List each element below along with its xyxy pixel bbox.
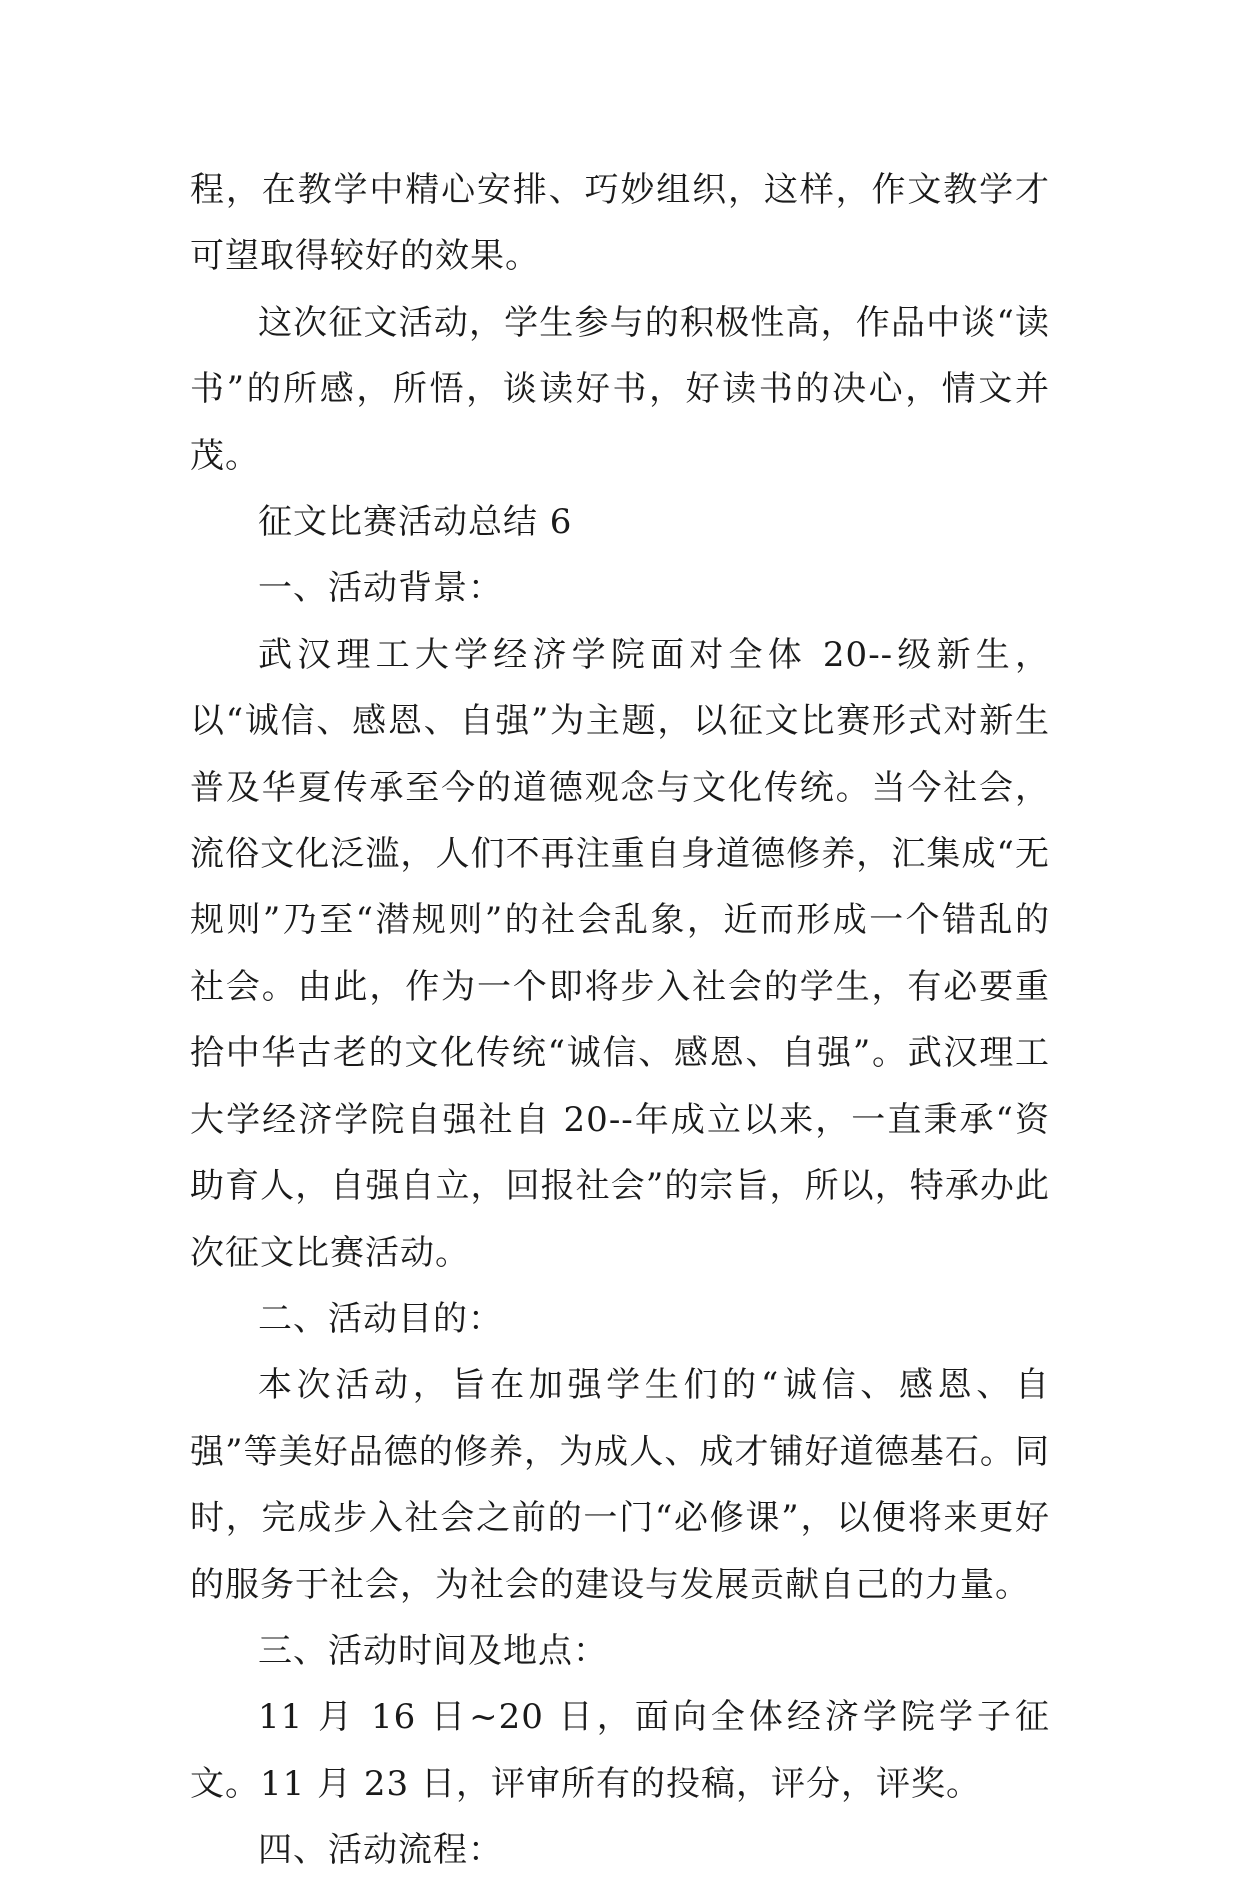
paragraph-activity-summary: 这次征文活动，学生参与的积极性高，作品中谈“读书”的所感，所悟，谈读好书，好读书的决心，情文并茂。 [190,302,1050,476]
heading-background: 一、活动背景： [258,568,503,609]
paragraph-background: 武汉理工大学经济学院面对全体 20--级新生，以“诚信、感恩、自强”为主题，以征文比赛形式对新生普及华夏传承至今的道德观念与文化传统。当今社会，流俗文化泛滥，人们不再注重自身道德修养，汇集成“无规则”乃至“潜规则”的社会乱象，近而形成一个错乱的社会。由此，作为一个即将步入社会的学生，有必要重拾中华古老的文化传统“诚信、感恩、自强”。武汉理工大学经济学院自强社自 20--年成立以来，一直秉承“资助育人，自强自立，回报社会”的宗旨，所以，特承办此次征文比赛活动。 [190,634,1050,1273]
heading-time-location: 三、活动时间及地点： [258,1630,608,1671]
heading-process: 四、活动流程： [258,1830,503,1871]
section-title: 征文比赛活动总结 6 [258,502,573,543]
paragraph-purpose: 本次活动，旨在加强学生们的“诚信、感恩、自强”等美好品德的修养，为成人、成才铺好道德基石。同时，完成步入社会之前的一门“必修课”，以便将来更好的服务于社会，为社会的建设与发展贡献自己的力量。 [190,1365,1050,1605]
document-body [190,157,1050,1884]
paragraph-intro-end: 程，在教学中精心安排、巧妙组织，这样，作文教学才可望取得较好的效果。 [190,170,1050,277]
paragraph-time-location: 11 月 16 日~20 日，面向全体经济学院学子征文。11 月 23 日，评审所有的投稿，评分，评奖。 [190,1697,1050,1804]
heading-purpose: 二、活动目的： [258,1298,503,1339]
